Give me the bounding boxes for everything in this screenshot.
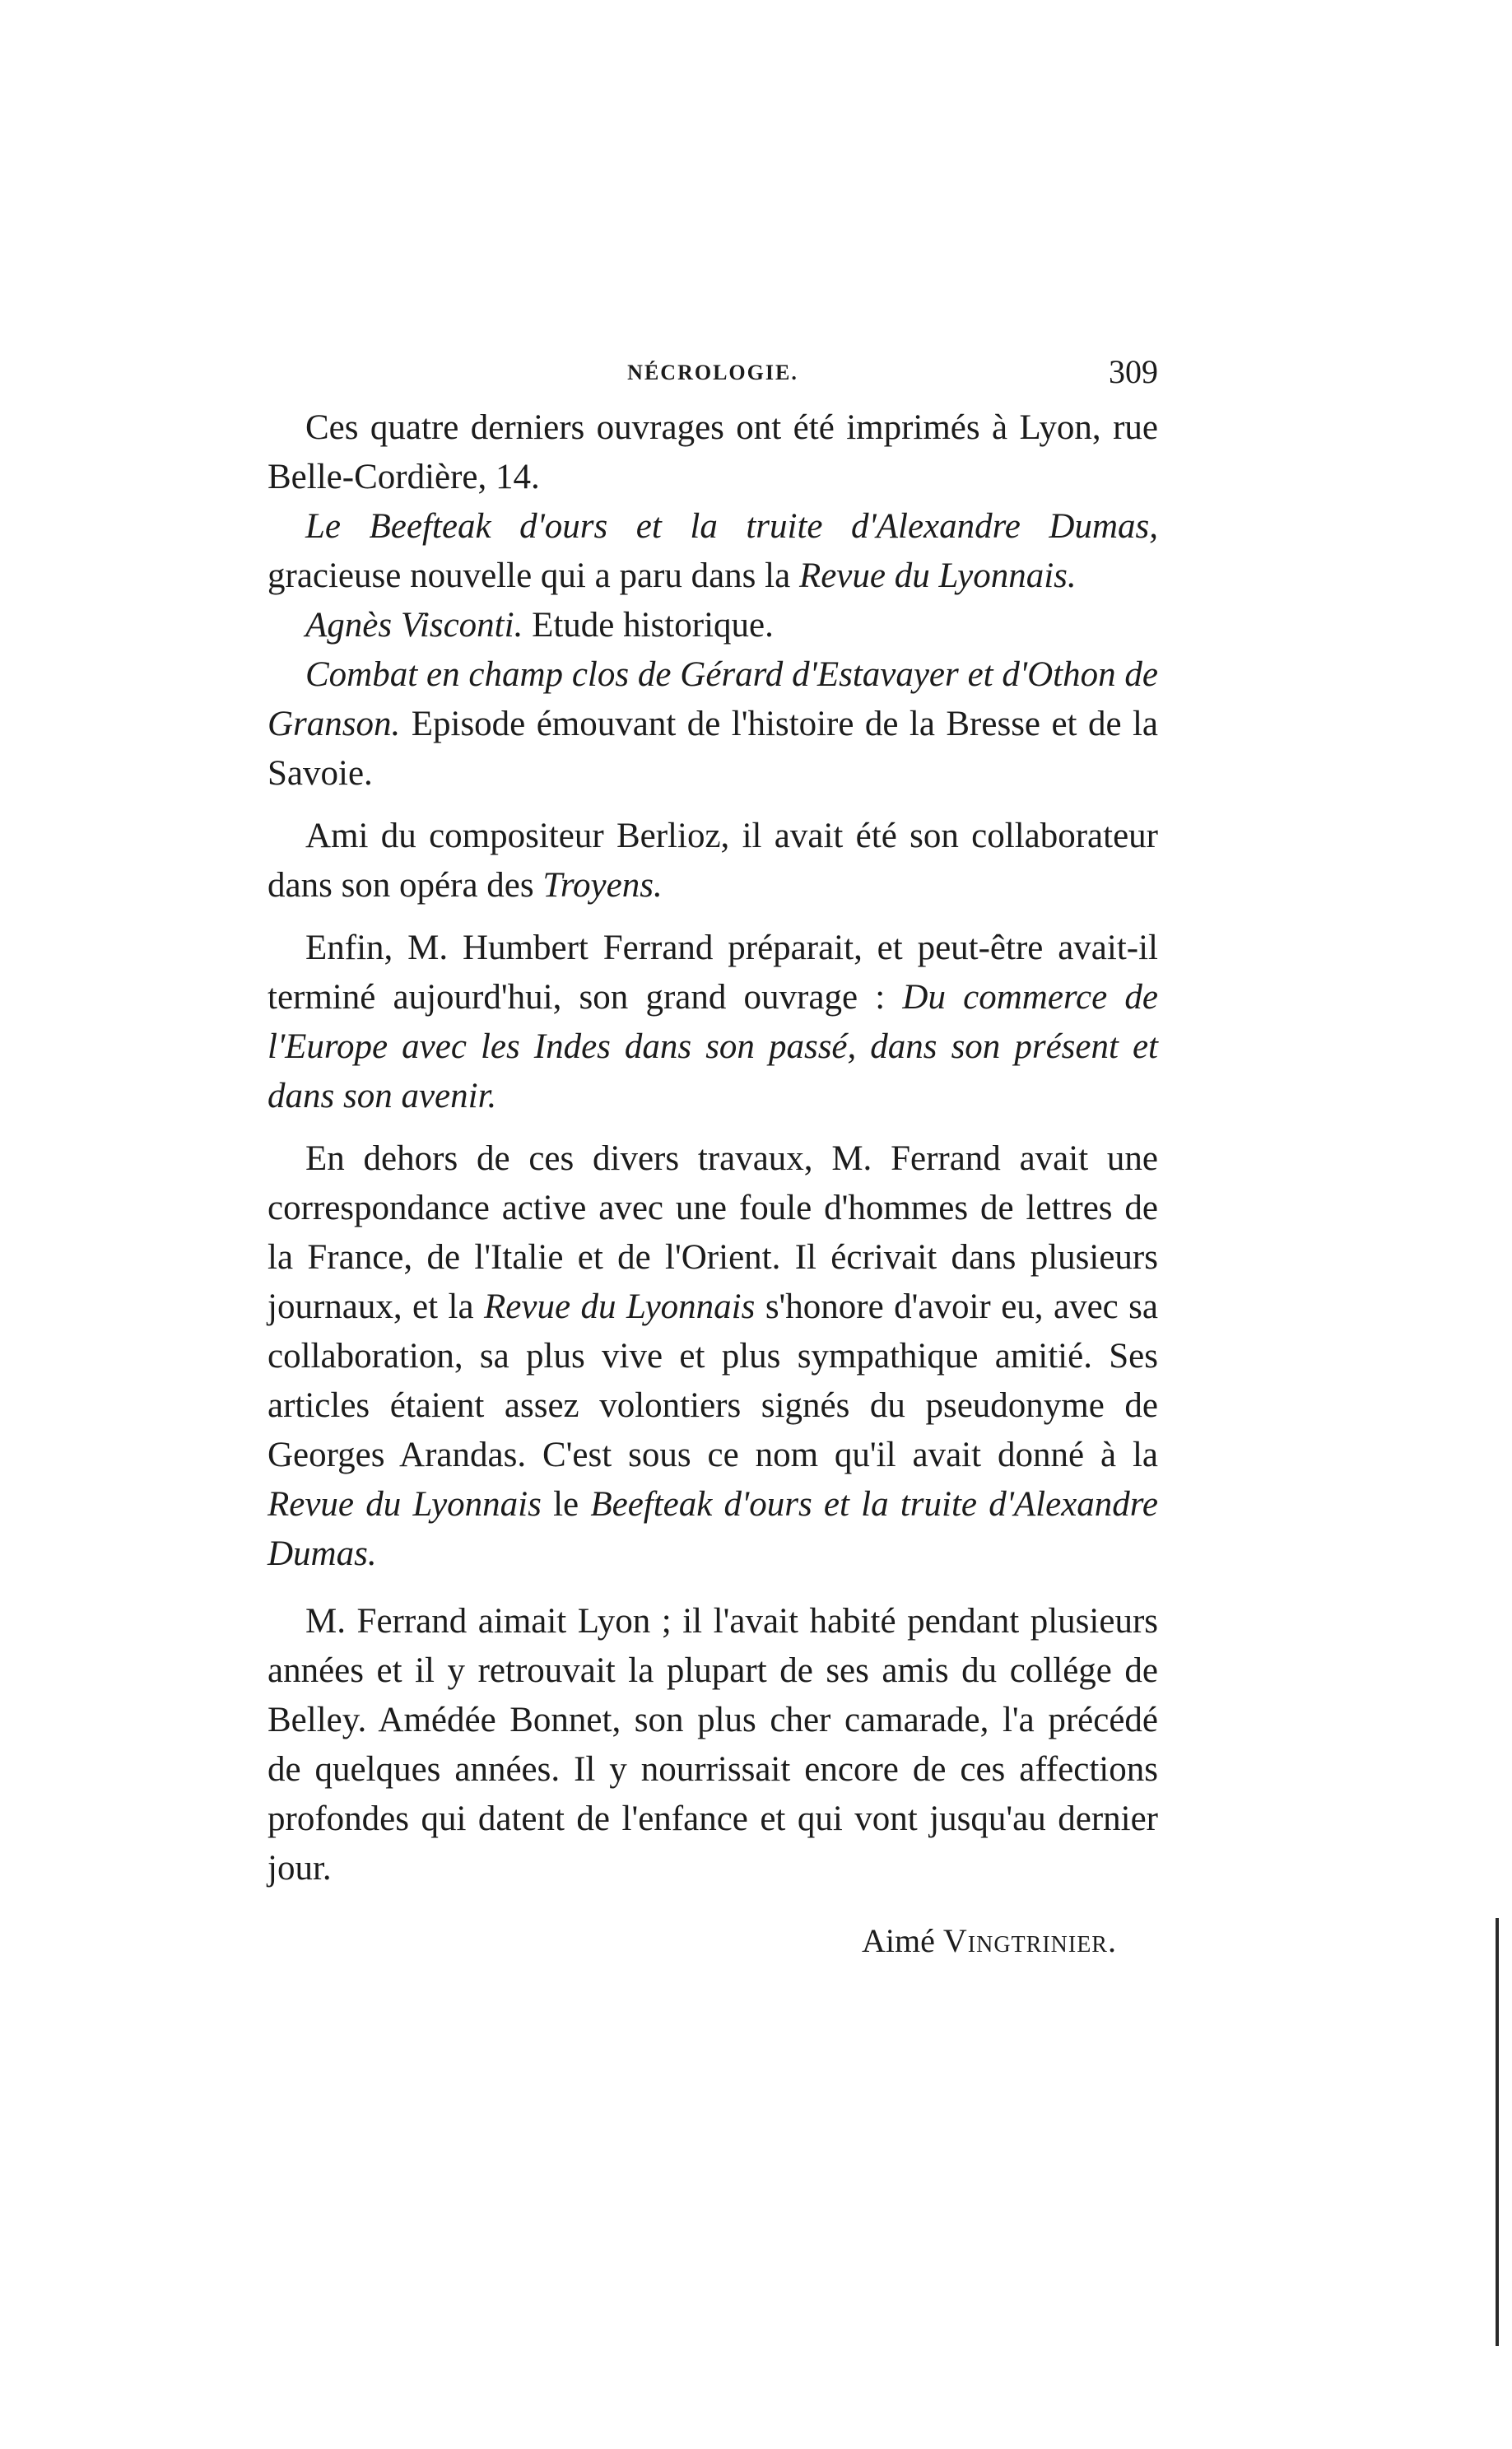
troyens-title: Troyens. (542, 866, 663, 905)
beefteak-title: Le Beefteak d'ours et la truite d'Alexandre Dumas, (305, 507, 1158, 546)
grand-ouvrage-text: Enfin, M. Humbert Ferrand préparait, et peut-être avait-il terminé aujourd'hui, son grand ouvrage : (268, 929, 1158, 1017)
signature-first-name: Aimé (862, 1922, 935, 1959)
correspondance-journal-2: Revue du Lyonnais (268, 1485, 542, 1524)
page-number: 309 (1109, 353, 1158, 390)
correspondance-text-a: En dehors de ces divers travaux, M. Ferrand avait une correspondance active avec une foule d'hommes de lettres de la France, de l'Italie et de l'Orient. Il écrivait dans plusieurs journaux, et la (268, 1139, 1158, 1326)
paragraph-grand-ouvrage (268, 924, 1158, 1121)
paragraph-lyon (268, 1597, 1158, 1893)
combat-text: Episode émouvant de l'histoire de la Bresse et de la Savoie. (268, 705, 1159, 793)
running-head (268, 352, 1158, 393)
printing-note-text: Ces quatre derniers ouvrages ont été imprimés à Lyon, rue Belle-Cordière, 14. (268, 408, 1158, 496)
lyon-text: M. Ferrand aimait Lyon ; il l'avait habité pendant plusieurs années et il y retrouvait la plupart de ses amis du collége de Belley. Amédée Bonnet, son plus cher camarade, l'a précédé de quelques années. Il y nourrissait encore de ces affections profondes qui datent de l'enfance et qui vont jusqu'au dernier jour. (268, 1602, 1158, 1888)
correspondance-text-b: s'honore d'avoir eu, avec sa collaboration, sa plus vive et plus sympathique amitié. Ses articles étaient assez volontiers signés du pseudonyme de Georges Arandas. C'est sous ce nom qu'il avait donné à la (268, 1287, 1159, 1474)
signature-last-name: Vingtrinier. (942, 1922, 1117, 1959)
paragraph-berlioz (268, 812, 1158, 910)
combat-title: Combat en champ clos de Gérard d'Estavayer et d'Othon de Granson. (268, 655, 1158, 743)
paragraph-correspondance (268, 1134, 1158, 1579)
correspondance-text-c: le (553, 1485, 579, 1524)
signature (268, 1916, 1158, 1966)
margin-rule (1496, 1918, 1499, 2346)
berlioz-text: Ami du compositeur Berlioz, il avait été son collaborateur dans son opéra des (268, 817, 1158, 905)
paragraph-printing-note (268, 403, 1158, 502)
body-text (268, 403, 1158, 1966)
beefteak-journal: Revue du Lyonnais. (798, 556, 1077, 595)
running-title: NÉCROLOGIE. (627, 361, 798, 384)
beefteak-text: gracieuse nouvelle qui a paru dans la (268, 556, 791, 595)
correspondance-journal-1: Revue du Lyonnais (484, 1287, 756, 1326)
correspondance-title: Beefteak d'ours et la truite d'Alexandre Dumas. (268, 1485, 1159, 1573)
paragraph-beefteak (268, 502, 1158, 601)
grand-ouvrage-title: Du commerce de l'Europe avec les Indes dans son passé, dans son présent et dans son avenir. (268, 978, 1159, 1115)
book-page (268, 0, 1158, 2449)
paragraph-combat (268, 650, 1158, 798)
agnes-title: Agnès Visconti. (305, 606, 523, 645)
agnes-text: Etude historique. (532, 606, 774, 645)
paragraph-agnes (268, 601, 1158, 650)
